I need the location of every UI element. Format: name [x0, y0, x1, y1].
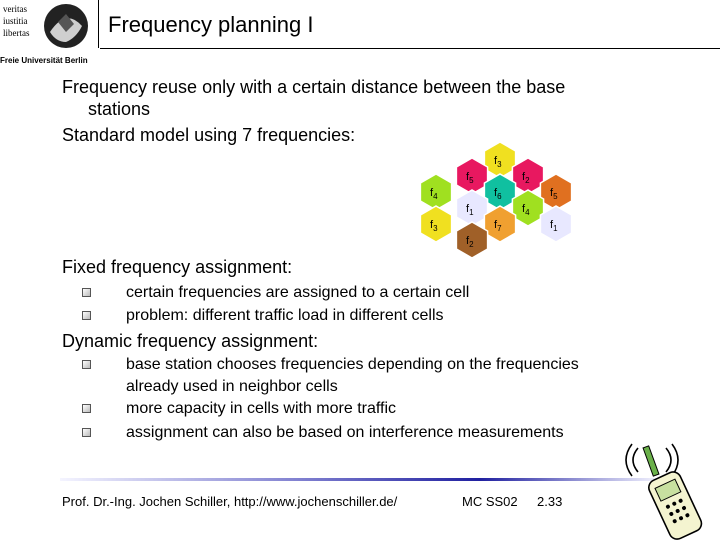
hex-cell-subscript: 7	[497, 224, 502, 233]
hex-cell-label: $f_4$	[522, 203, 530, 217]
fixed-heading: Fixed frequency assignment:	[62, 257, 293, 277]
title-divider	[100, 48, 720, 49]
dynamic-bullet-1-text: base station chooses frequencies depending on the frequencies	[126, 356, 579, 373]
hex-cell-subscript: 4	[525, 208, 530, 217]
hex-cell-label: $f_2$	[466, 235, 474, 249]
dynamic-bullet-1-text-cont: already used in neighbor cells	[126, 378, 338, 395]
hex-cell-label: $f_1$	[550, 219, 558, 233]
hex-cell	[540, 174, 571, 210]
hex-cell-subscript: 3	[497, 160, 502, 169]
hex-cell-label: $f_3$	[430, 219, 438, 233]
hex-cell-subscript: 5	[553, 192, 558, 201]
reuse-text-line-1: Frequency reuse only with a certain distance between the base	[62, 77, 566, 97]
hex-cell-label: $f_3$	[494, 155, 502, 169]
hex-cell-label: $f_5$	[466, 171, 474, 185]
hex-cell-subscript: 2	[469, 240, 474, 249]
dynamic-heading: Dynamic frequency assignment:	[62, 331, 319, 351]
hex-cell	[484, 206, 515, 242]
reuse-text-line-2: stations	[88, 99, 151, 119]
hex-cell	[456, 158, 487, 194]
hex-cell	[456, 190, 487, 226]
hex-cell-subscript: 4	[433, 192, 438, 201]
logo-motto-3: libertas	[3, 28, 30, 38]
hex-cell	[484, 142, 515, 178]
logo-emblem-icon	[36, 2, 96, 52]
hex-cell-label: $f_1$	[466, 203, 474, 217]
hex-cell-subscript: 6	[497, 192, 502, 201]
hex-cell-subscript: 5	[469, 176, 474, 185]
hex-cell-label: $f_2$	[522, 171, 530, 185]
hex-cell	[512, 190, 543, 226]
hex-cell	[420, 206, 451, 242]
dynamic-bullet-3-text: assignment can also be based on interference measurements	[126, 424, 564, 441]
bullet-box-icon	[82, 288, 91, 297]
university-name: Freie Universität Berlin	[0, 56, 88, 65]
hex-cell-subscript: 1	[469, 208, 474, 217]
bullet-box-icon	[82, 428, 91, 437]
slide-title: Frequency planning I	[108, 12, 314, 37]
page-number: 2.33	[537, 494, 563, 509]
footer-course: MC SS02	[462, 494, 518, 509]
footer-divider	[60, 478, 660, 481]
hex-cell-subscript: 1	[553, 224, 558, 233]
bullet-box-icon	[82, 360, 91, 369]
dynamic-bullet-2-text: more capacity in cells with more traffic	[126, 400, 397, 417]
mobile-phone-icon	[620, 440, 720, 540]
hex-cell	[484, 174, 515, 210]
hex-cell	[420, 174, 451, 210]
logo-motto-1: veritas	[3, 4, 27, 14]
hex-cell-subscript: 2	[525, 176, 530, 185]
hex-cell-diagram	[410, 140, 590, 250]
bullet-box-icon	[82, 404, 91, 413]
fixed-bullet-1-text: certain frequencies are assigned to a certain cell	[126, 284, 470, 301]
hex-cell-label: $f_7$	[494, 219, 502, 233]
hex-cell-subscript: 3	[433, 224, 438, 233]
logo-motto-2: iustitia	[3, 16, 28, 26]
bullet-box-icon	[82, 311, 91, 320]
hex-cell	[456, 222, 487, 258]
hex-cell-label: $f_5$	[550, 187, 558, 201]
university-logo	[0, 0, 100, 70]
hex-cell	[540, 206, 571, 242]
footer-author: Prof. Dr.-Ing. Jochen Schiller, http://www.jochenschiller.de/	[62, 494, 398, 509]
hex-cell	[512, 158, 543, 194]
hex-cell-label: $f_4$	[430, 187, 438, 201]
title-divider-vertical	[98, 0, 99, 48]
standard-model-text: Standard model using 7 frequencies:	[62, 125, 356, 145]
fixed-bullet-2-text: problem: different traffic load in different cells	[126, 307, 444, 324]
hex-cell-label: $f_6$	[494, 187, 502, 201]
